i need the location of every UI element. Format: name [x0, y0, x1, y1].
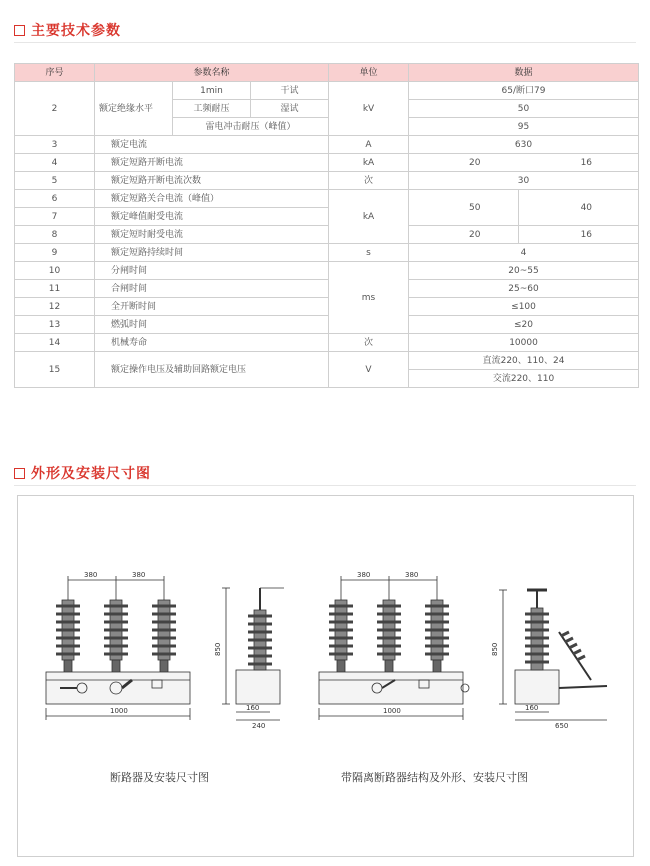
square-icon: [14, 468, 25, 479]
cell-no: 5: [15, 172, 95, 190]
cell-name: 额定短路关合电流（峰值）: [95, 190, 329, 208]
table-row: [15, 280, 639, 298]
cell-unit: 次: [329, 172, 409, 190]
divider: [14, 42, 636, 43]
dimension-label: 1000: [383, 707, 401, 715]
dimension-label: 1000: [110, 707, 128, 715]
cell-unit: s: [329, 244, 409, 262]
spec-table: [14, 63, 639, 388]
square-icon: [14, 25, 25, 36]
cell-sub: 1min: [173, 82, 251, 100]
table-row: [15, 172, 639, 190]
cell-value: 95: [409, 118, 639, 136]
dimension-label: 650: [555, 722, 569, 730]
cell-unit: kA: [329, 190, 409, 244]
cell-no: 11: [15, 280, 95, 298]
cell-name: 额定绝缘水平: [95, 82, 173, 136]
table-row: [15, 226, 639, 244]
cell-no: 10: [15, 262, 95, 280]
dimension-label: 380: [132, 571, 146, 579]
cell-name: 额定峰值耐受电流: [95, 208, 329, 226]
dimension-label: 380: [84, 571, 98, 579]
divider: [14, 485, 636, 486]
table-row: [15, 298, 639, 316]
cell-name: 燃弧时间: [95, 316, 329, 334]
cell-value: 交流220、110: [409, 370, 639, 388]
cell-value: 65/断口79: [409, 82, 639, 100]
dimension-label: 380: [405, 571, 419, 579]
cell-no: 7: [15, 208, 95, 226]
cell-value: 20: [409, 226, 519, 244]
cell-value: 40: [519, 190, 639, 226]
cell-unit: kV: [329, 82, 409, 136]
table-row: [15, 244, 639, 262]
insulator-icon: [104, 600, 128, 674]
header-no: 序号: [15, 64, 95, 82]
table-row: [15, 262, 639, 280]
table-row: [15, 154, 639, 172]
header-param: 参数名称: [95, 64, 329, 82]
cell-unit: 次: [329, 334, 409, 352]
cell-no: 15: [15, 352, 95, 388]
cell-sub: 干试: [251, 82, 329, 100]
cell-no: 2: [15, 82, 95, 136]
cell-value: ≤20: [409, 316, 639, 334]
dimension-label: 380: [357, 571, 371, 579]
cell-unit: A: [329, 136, 409, 154]
cell-name: 额定短路开断电流次数: [95, 172, 329, 190]
cell-value: 16: [519, 154, 639, 172]
cell-value: ≤100: [409, 298, 639, 316]
section-title-specs-text: 主要技术参数: [31, 23, 121, 39]
insulator-icon: [377, 600, 401, 674]
dimension-label: 160: [246, 704, 260, 712]
cell-value: 20~55: [409, 262, 639, 280]
cell-name: 全开断时间: [95, 298, 329, 316]
section-title-dimensions-text: 外形及安装尺寸图: [31, 466, 151, 482]
cell-no: 4: [15, 154, 95, 172]
cell-value: 50: [409, 100, 639, 118]
table-row: [15, 334, 639, 352]
cell-value: 30: [409, 172, 639, 190]
cell-no: 13: [15, 316, 95, 334]
cell-value: 630: [409, 136, 639, 154]
insulator-icon: [56, 600, 80, 674]
dimension-label: 850: [491, 642, 499, 656]
cell-sub: 工频耐压: [173, 100, 251, 118]
table-row: [15, 136, 639, 154]
cell-no: 9: [15, 244, 95, 262]
cell-name: 额定短路开断电流: [95, 154, 329, 172]
header-unit: 单位: [329, 64, 409, 82]
table-header-row: [15, 64, 639, 82]
cell-value: 50: [409, 190, 519, 226]
insulator-icon: [425, 600, 449, 674]
cell-name: 额定操作电压及辅助回路额定电压: [95, 352, 329, 388]
cell-value: 20: [409, 154, 519, 172]
table-row: [15, 352, 639, 370]
cell-no: 14: [15, 334, 95, 352]
cell-no: 12: [15, 298, 95, 316]
isolator-breaker-drawing: [315, 560, 615, 730]
section-title-dimensions: [14, 463, 151, 483]
header-data: 数据: [409, 64, 639, 82]
cell-value: 直流220、110、24: [409, 352, 639, 370]
breaker-drawing: [40, 560, 300, 730]
table-row: [15, 82, 639, 100]
cell-value: 10000: [409, 334, 639, 352]
cell-sub: 雷电冲击耐压（峰值）: [173, 118, 329, 136]
cell-value: 25~60: [409, 280, 639, 298]
cell-name: 机械寿命: [95, 334, 329, 352]
cell-unit: ms: [329, 262, 409, 334]
cell-value: 4: [409, 244, 639, 262]
drawing2-caption: 带隔离断路器结构及外形、安装尺寸图: [341, 771, 528, 784]
cell-no: 6: [15, 190, 95, 208]
dimension-label: 850: [214, 642, 222, 656]
cell-name: 合闸时间: [95, 280, 329, 298]
cell-name: 额定短时耐受电流: [95, 226, 329, 244]
cell-sub: 湿试: [251, 100, 329, 118]
section-title-specs: [14, 20, 121, 40]
cell-unit: V: [329, 352, 409, 388]
cell-name: 额定短路持续时间: [95, 244, 329, 262]
insulator-icon: [152, 600, 176, 674]
cell-name: 分闸时间: [95, 262, 329, 280]
insulator-icon: [329, 600, 353, 674]
table-row: [15, 316, 639, 334]
cell-no: 8: [15, 226, 95, 244]
dimension-label: 160: [525, 704, 539, 712]
dimension-label: 240: [252, 722, 266, 730]
cell-no: 3: [15, 136, 95, 154]
cell-unit: kA: [329, 154, 409, 172]
cell-value: 16: [519, 226, 639, 244]
cell-name: 额定电流: [95, 136, 329, 154]
table-row: [15, 190, 639, 208]
drawing1-caption: 断路器及安装尺寸图: [110, 771, 209, 784]
